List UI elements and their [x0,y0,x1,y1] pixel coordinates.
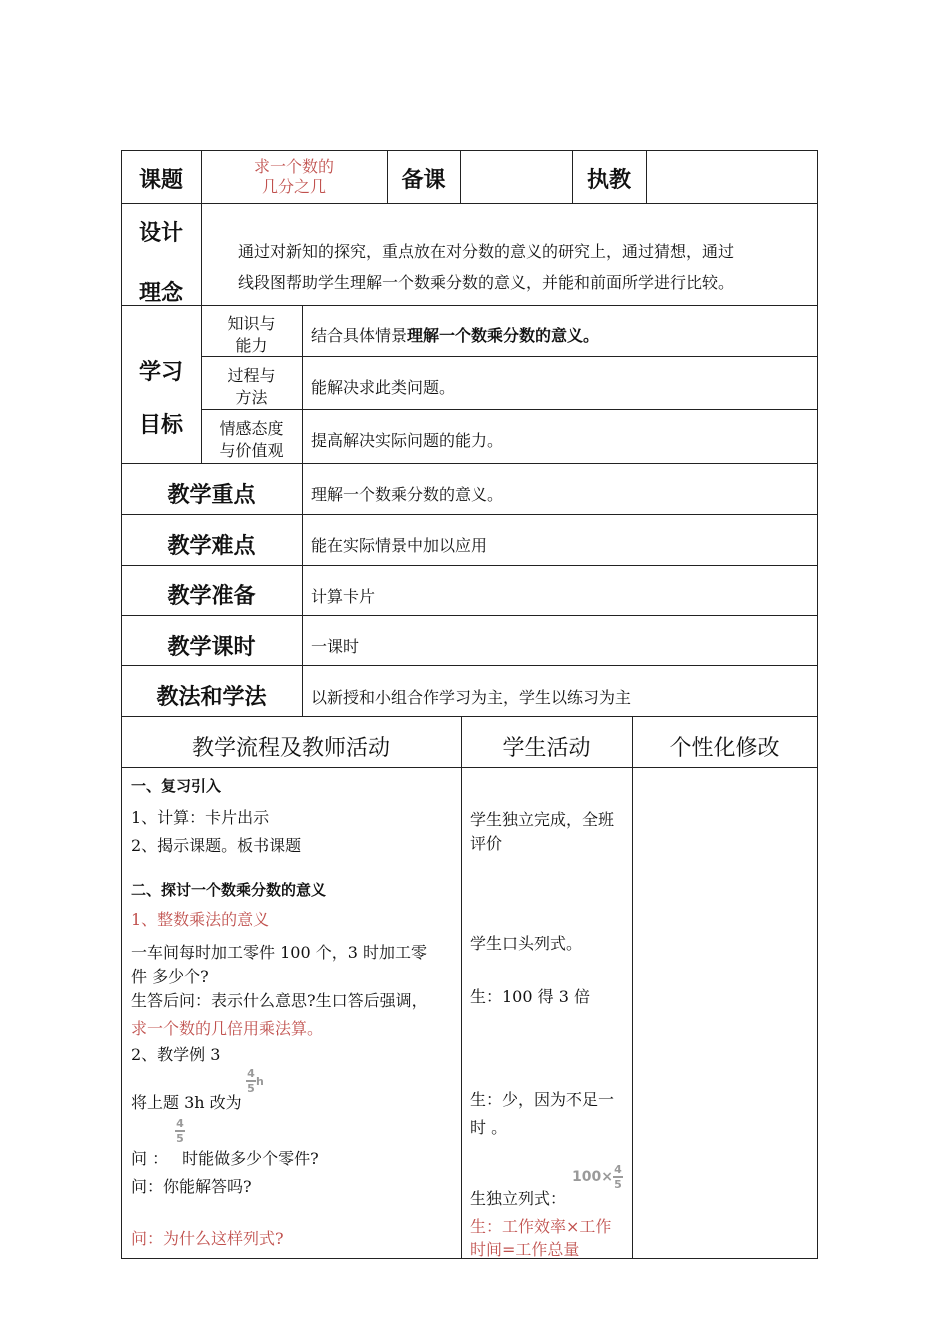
table-border [302,305,303,716]
subsection-title: 1、整数乘法的意义 [131,910,270,929]
table-border [121,665,818,666]
goal-category-line1: 知识与 [227,314,276,333]
periods-label: 教学课时 [167,635,256,660]
fraction-denominator: 5 [176,1132,184,1145]
teacher-line [131,1146,319,1169]
table-border [121,150,818,151]
table-border [121,514,818,515]
fraction-denominator: 5 [247,1082,255,1095]
topic-value-line2: 几分之几 [261,177,326,196]
table-border [817,150,818,1259]
teacher-line: 2、教学例 3 [131,1045,221,1064]
teacher-line: 生答后问：表示什么意思?生口答后强调， [131,991,428,1010]
design-text-line1: 通过对新知的探究，重点放在对分数的意义的研究上，通过猜想，通过 [238,242,735,261]
teacher-line: 问：你能解答吗? [131,1177,252,1196]
teacher-activity-header: 教学流程及教师活动 [191,736,390,761]
table-border [201,409,818,410]
goal-category-line1: 情感态度 [219,419,284,438]
goal-text-bold: 理解一个数乘分数的意义。 [407,326,600,345]
goal-category [201,418,302,462]
topic-value [201,157,387,197]
fraction-numerator: 4 [247,1067,255,1080]
table-border [121,615,818,616]
formula-multiplier: 100× [572,1169,613,1185]
table-border [121,463,818,464]
custom-modification-header: 个性化修改 [669,736,780,761]
fraction-4-5-image [175,1118,185,1144]
goal-text-plain: 结合具体情景 [311,326,408,345]
table-border [461,716,462,1259]
table-border [121,305,818,306]
design-label-line2: 理念 [138,281,183,306]
student-answer-red: 生：工作效率×工作 [470,1217,612,1236]
goal-category-line1: 过程与 [227,366,276,385]
focus-label: 教学重点 [167,483,256,508]
goals-label-line1: 学习 [138,360,183,385]
goal-category-line2: 能力 [235,336,268,355]
prep-label: 备课 [401,168,446,193]
table-border [121,716,818,717]
teacher-line: 2、揭示课题。板书课题 [131,836,302,855]
goal-category [201,313,302,357]
table-border [646,150,647,203]
student-line: 学生口头列式。 [470,934,583,953]
fraction [613,1164,623,1190]
teacher-line: 1、计算：卡片出示 [131,808,270,827]
formula-100x4-5-image [572,1164,623,1190]
student-line: 评价 [470,834,503,853]
goal-category-line2: 与价值观 [219,441,284,460]
goals-label-line2: 目标 [138,413,183,438]
periods-value: 一课时 [311,637,360,656]
section-2-title: 二、探讨一个数乘分数的意义 [131,881,327,899]
student-answer-red: 时间=工作总量 [470,1240,580,1259]
difficulty-value: 能在实际情景中加以应用 [311,536,488,555]
table-border [121,203,818,204]
goal-text [311,323,599,346]
teacher-emphasis: 求一个数的几倍用乘法算。 [131,1019,324,1038]
teacher-line-text: 将上题 3h 改为 [131,1093,242,1112]
teacher-line-text: 问 ： [131,1149,169,1168]
student-line: 时 。 [470,1118,508,1137]
student-activity-header: 学生活动 [502,736,591,761]
student-line: 生：少，因为不足一 [470,1090,615,1109]
teacher-question: 问：为什么这样列式? [131,1229,284,1248]
fraction-unit: h [256,1074,264,1088]
teacher-line: 一车间每时加工零件 100 个，3 时加工零 [131,943,427,962]
goal-category [201,365,302,409]
fraction-4-5h-image [246,1068,264,1094]
fraction [175,1118,185,1144]
table-border [632,716,633,1259]
goal-text: 能解决求此类问题。 [311,378,456,397]
student-line: 学生独立完成，全班 [470,810,615,829]
table-border [121,565,818,566]
goal-text: 提高解决实际问题的能力。 [311,431,504,450]
section-1-title: 一、复习引入 [131,777,222,795]
focus-value: 理解一个数乘分数的意义。 [311,485,504,504]
topic-value-line1: 求一个数的 [253,157,334,176]
student-line: 生：100 得 3 倍 [470,987,590,1006]
student-line: 生独立列式： [470,1189,567,1208]
difficulty-label: 教学难点 [167,534,256,559]
design-text-line2: 线段图帮助学生理解一个数乘分数的意义，并能和前面所学进行比较。 [238,273,735,292]
fraction-numerator: 4 [614,1163,622,1176]
preparation-value: 计算卡片 [311,587,376,606]
goal-category-line2: 方法 [235,388,268,407]
methods-label: 教法和学法 [156,685,267,710]
teacher-line: 件 多少个? [131,967,209,986]
teach-label: 执教 [586,168,631,193]
preparation-label: 教学准备 [167,584,256,609]
topic-label: 课题 [138,168,183,193]
fraction [246,1068,256,1094]
design-label-line1: 设计 [138,221,183,246]
methods-value: 以新授和小组合作学习为主，学生以练习为主 [311,688,632,707]
fraction-numerator: 4 [176,1117,184,1130]
table-border [121,767,818,768]
table-border [460,150,461,203]
teacher-line-text: 时能做多少个零件? [182,1149,319,1168]
teacher-line [131,1090,242,1113]
fraction-denominator: 5 [614,1178,622,1191]
